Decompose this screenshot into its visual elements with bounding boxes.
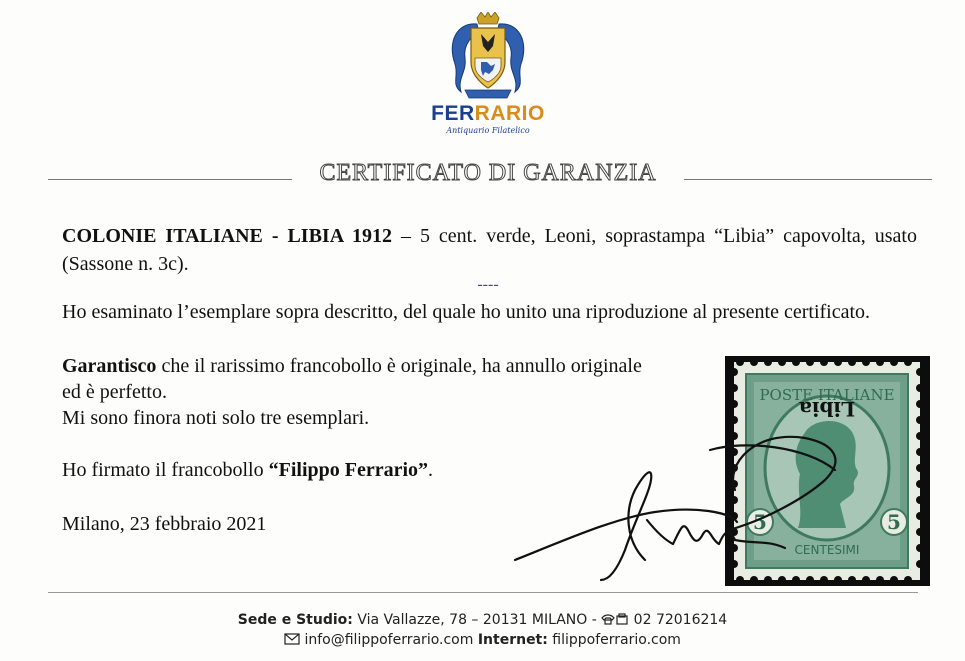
footer-address-line	[0, 612, 965, 629]
stamp-overprint: Libia	[798, 397, 856, 421]
separator: ----	[477, 276, 499, 293]
lot-description	[62, 222, 917, 278]
stamp-value-left: 5	[753, 510, 767, 534]
stamp-bottom-text: CENTESIMI	[794, 543, 860, 557]
stamp-value-right: 5	[887, 510, 901, 534]
envelope-icon	[284, 633, 300, 649]
website-link[interactable]: filippoferrario.com	[547, 632, 681, 648]
lot-heading: COLONIE ITALIANE - LIBIA 1912	[62, 225, 393, 247]
stamp-top-text: POSTE ITALIANE	[759, 386, 895, 404]
phone: 02 72016214	[629, 612, 728, 628]
brand-part2: RARIO	[474, 102, 545, 125]
address: Via Vallazze, 78 – 20131 MILANO -	[352, 612, 602, 628]
brand-tagline: Antiquario Filatelico	[446, 126, 530, 135]
footer-contact-line	[0, 632, 965, 649]
title-rule-right	[684, 179, 932, 180]
signed-name: “Filippo Ferrario”	[268, 459, 429, 481]
certificate-title: CERTIFICATO DI GARANZIA	[319, 160, 657, 186]
signature	[505, 420, 845, 590]
internet-label: Internet:	[477, 632, 548, 648]
brand-part1: FER	[431, 102, 475, 125]
seat-label: Sede e Studio:	[237, 612, 353, 628]
brand-name	[420, 102, 556, 126]
guarantee-text: che il rarissimo francobollo è originale, ha annullo originale ed è perfetto.	[62, 355, 642, 403]
crest-logo	[447, 12, 529, 102]
phone-fax-icon	[601, 613, 629, 629]
examination-paragraph: Ho esaminato l’esemplare sopra descritto, del quale ho unito una riproduzione al presente certificato.	[62, 301, 871, 323]
signed-suffix: .	[428, 459, 434, 481]
guarantee-heading: Garantisco	[62, 355, 157, 377]
signed-prefix: Ho firmato il francobollo	[62, 459, 269, 481]
footer-rule	[48, 592, 918, 593]
known-copies: Mi sono finora noti solo tre esemplari.	[62, 407, 370, 429]
signed-paragraph	[62, 457, 433, 483]
title-rule-left	[48, 179, 292, 180]
place-date: Milano, 23 febbraio 2021	[62, 513, 267, 535]
lot-details: – 5 cent. verde, Leoni, soprastampa “Libia” capovolta, usato (Sassone n. 3c).	[62, 225, 917, 275]
email-link[interactable]: info@filippoferrario.com	[300, 632, 478, 648]
